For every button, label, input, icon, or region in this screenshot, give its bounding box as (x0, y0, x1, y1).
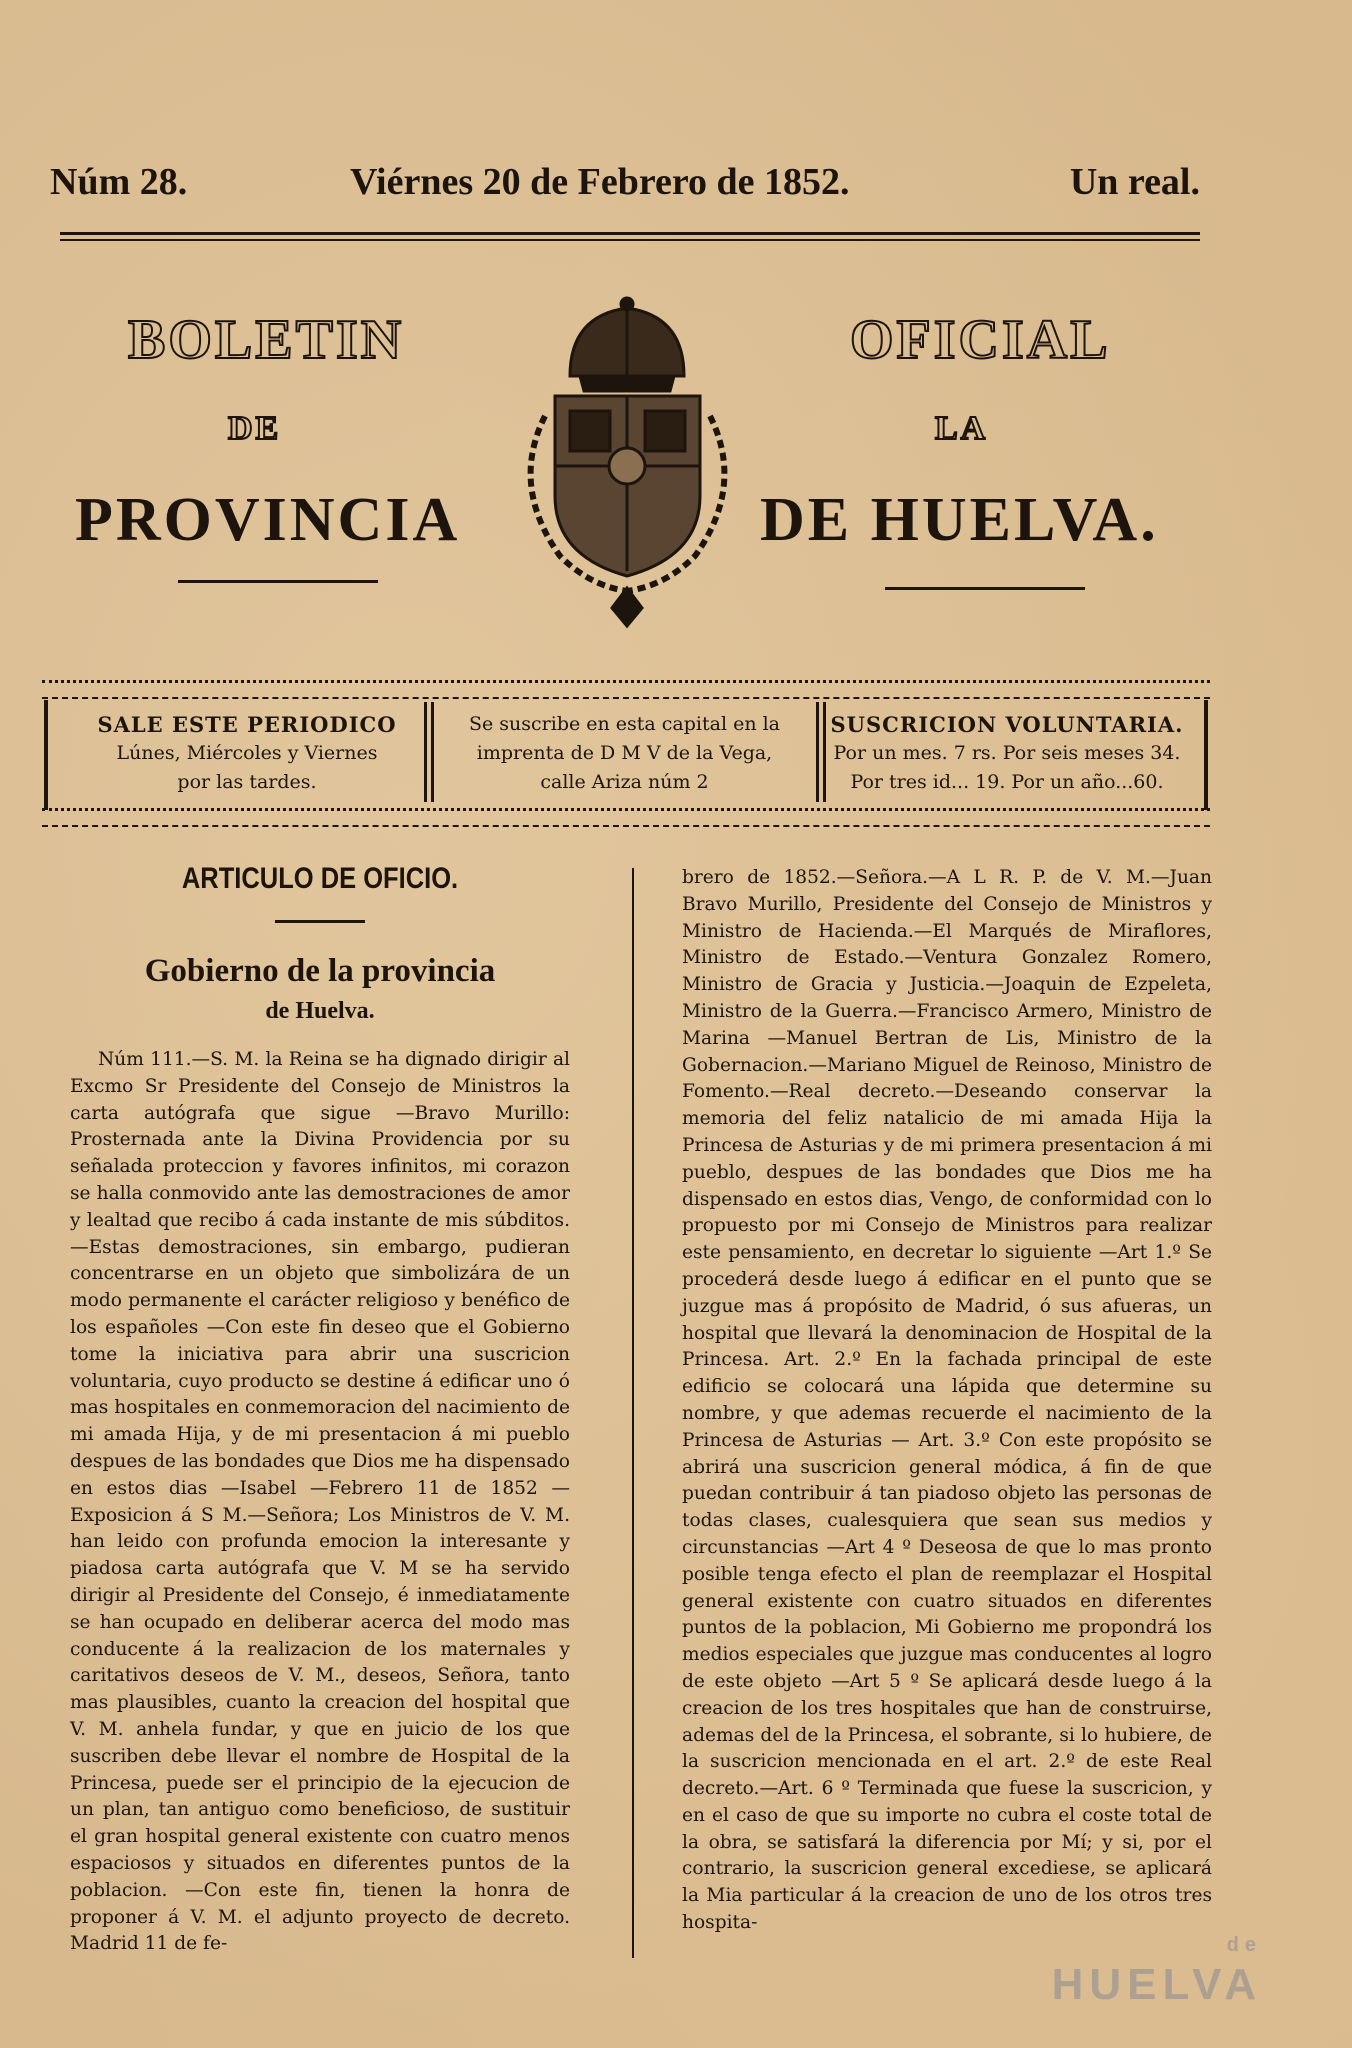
title-boletin: BOLETIN (128, 309, 405, 371)
left-column-text (70, 1047, 570, 1958)
watermark-text: HUELVA (1051, 1960, 1262, 2009)
article-subheading: de Huelva. (265, 998, 375, 1024)
info-box-right-edge (1204, 700, 1208, 810)
info-col-schedule (62, 710, 432, 797)
prices-line-1: Por un mes. 7 rs. Por seis meses 34. (833, 742, 1181, 764)
subscribe-line-2: imprenta de D M V de la Vega, (476, 742, 773, 764)
title-de: DE (228, 410, 282, 447)
article-heading: Gobierno de la provincia (144, 953, 496, 989)
left-paragraph: Núm 111.—S. M. la Reina se ha dignado dirigir al Excmo Sr Presidente del Consejo de Ministros la carta autógrafa que sigue —Bravo Murillo: Prosternada ante la Divina Providencia por su señalada proteccion y favores infinitos, mi corazon se halla conmovido ante las demostraciones de amor y lealtad que recibo á cada instante de mis súbditos. —Estas demostraciones, sin embargo, pudieran concentrarse en un objeto que simbolizára de un modo permanente el carácter religioso y benéfico de los españoles —Con este fin deseo que el Gobierno tome la iniciativa para abrir una suscricion voluntaria, cuyo producto se destine á edificar uno ó mas hospitales en conmemoracion del nacimiento de mi amada Hija, y de mi presentacion á mi pueblo despues de las bondades que Dios me ha dispensado en estos dias —Isabel —Febrero 11 de 1852 —Exposicion á S M.—Señora; Los Ministros de V. M. han leido con profunda emocion la interesante y piadosa carta autógrafa que V. M se ha servido dirigir al Presidente del Consejo, é inmediatamente se han ocupado en deliberar acerca del modo mas conducente á la realizacion de los maternales y caritativos deseos de V. M., deseos, Señora, tanto mas plausibles, cuanto la creacion del hospital que V. M. anhela fundar, y que en juicio de los que suscriben debe llevar el nombre de Hospital de la Princesa, puede ser el principio de la ejecucion de un plan, tan antiguo como beneficioso, de sustituir el gran hospital general existente con cuatro menos espaciosos y situados en diferentes puntos de la poblacion. —Con este fin, tienen la honra de proponer á V. M. el adjunto proyecto de decreto. Madrid 11 de fe- (70, 1049, 570, 1955)
right-paragraph: brero de 1852.—Señora.—A L R. P. de V. M.—Juan Bravo Murillo, Presidente del Consejo de Ministros y Ministro de Hacienda.—El Marqués de Miraflores, Ministro de Estado.—Ventura Gonzalez Romero, Ministro de Gracia y Justicia.—Joaquin de Ezpeleta, Ministro de la Guerra.—Francisco Armero, Ministro de Marina —Manuel Bertran de Lis, Ministro de la Gobernacion.—Mariano Miguel de Reinoso, Ministro de Fomento.—Real decreto.—Deseando conservar la memoria del feliz natalicio de mi amada Hija la Princesa de Asturias y de mi primera presentacion á mi pueblo, despues de las bondades que Dios me ha dispensado en estos dias, Vengo, de conformidad con lo propuesto por mi Consejo de Ministros para realizar este pensamiento, en decretar lo siguiente —Art 1.º Se procederá desde luego á edificar en el punto que se juzgue mas á propósito de Madrid, ó sus afueras, un hospital que llevará la denominacion de Hospital de la Princesa. Art. 2.º En la fachada principal de este edificio se colocará una lápida que determine su nombre, y que ademas recuerde el nacimiento de la Princesa de Asturias — Art. 3.º Con este propósito se abrirá una suscricion general módica, á fin de que puedan contribuir á tan piadoso objeto las personas de todas clases, cualesquiera que sean sus medios y circunstancias —Art 4 º Deseosa de que lo mas pronto posible tenga efecto el plan de reemplazar el Hospital general existente con cuatro situados en diferentes puntos de la poblacion, Mi Gobierno me propondrá los medios especiales que juzgue mas conducentes al logro de este objeto —Art 5 º Se aplicará desde luego á la creacion de los tres hospitales que han de construirse, ademas del de la Princesa, el sobrante, si lo hubiere, de la suscricion mencionada en el art. 2.º de este Real decreto.—Art. 6 º Terminada que fuese la suscricion, y en el caso de que su importe no cubra el coste total de la obra, se satisfará la diferencia por Mí; y si, por el contrario, la suscricion general excediese, se aplicará la Mia particular á la creacion de uno de los otros tres hospita- (682, 867, 1212, 1934)
title-ornament-left (178, 580, 378, 583)
right-column (682, 865, 1212, 1937)
info-col-subscribe (437, 710, 812, 797)
info-divider-3 (816, 702, 819, 802)
schedule-heading: SALE ESTE PERIODICO (97, 712, 397, 737)
subscribe-line-1: Se suscribe en esta capital en la (468, 713, 780, 735)
masthead-rule-top (60, 232, 1200, 235)
prices-heading: SUSCRICION VOLUNTARIA. (830, 712, 1184, 737)
title-la: LA (935, 410, 989, 447)
info-box-border-bottom (42, 808, 1210, 827)
info-box (42, 680, 1210, 820)
title-ornament-right (885, 587, 1085, 590)
right-column-text (682, 865, 1212, 1937)
section-heading: ARTICULO DE OFICIO. (181, 862, 459, 895)
title-provincia: PROVINCIA (75, 486, 461, 554)
royal-coat-of-arms (500, 296, 755, 631)
column-divider (632, 868, 634, 1958)
info-divider-2 (431, 702, 434, 802)
prices-line-2: Por tres id... 19. Por un año...60. (850, 771, 1164, 793)
issue-date: Viérnes 20 de Febrero de 1852. (350, 161, 850, 203)
issue-number: Núm 28. (50, 161, 188, 203)
title-oficial: OFICIAL (850, 309, 1111, 371)
subscribe-line-3: calle Ariza núm 2 (540, 771, 709, 793)
masthead (50, 160, 1200, 220)
section-rule (275, 920, 365, 923)
masthead-rule-bottom (60, 239, 1200, 241)
watermark-small: de (1226, 1934, 1262, 1956)
schedule-days: Lúnes, Miércoles y Viernes (116, 742, 378, 764)
library-watermark (1051, 1934, 1262, 2010)
schedule-time: por las tardes. (177, 771, 317, 793)
info-col-prices (822, 710, 1192, 797)
left-column (70, 862, 570, 1958)
info-box-left-edge (44, 700, 48, 810)
title-de-huelva: DE HUELVA. (760, 486, 1159, 554)
info-divider-1 (424, 702, 427, 802)
issue-price: Un real. (1069, 161, 1200, 203)
